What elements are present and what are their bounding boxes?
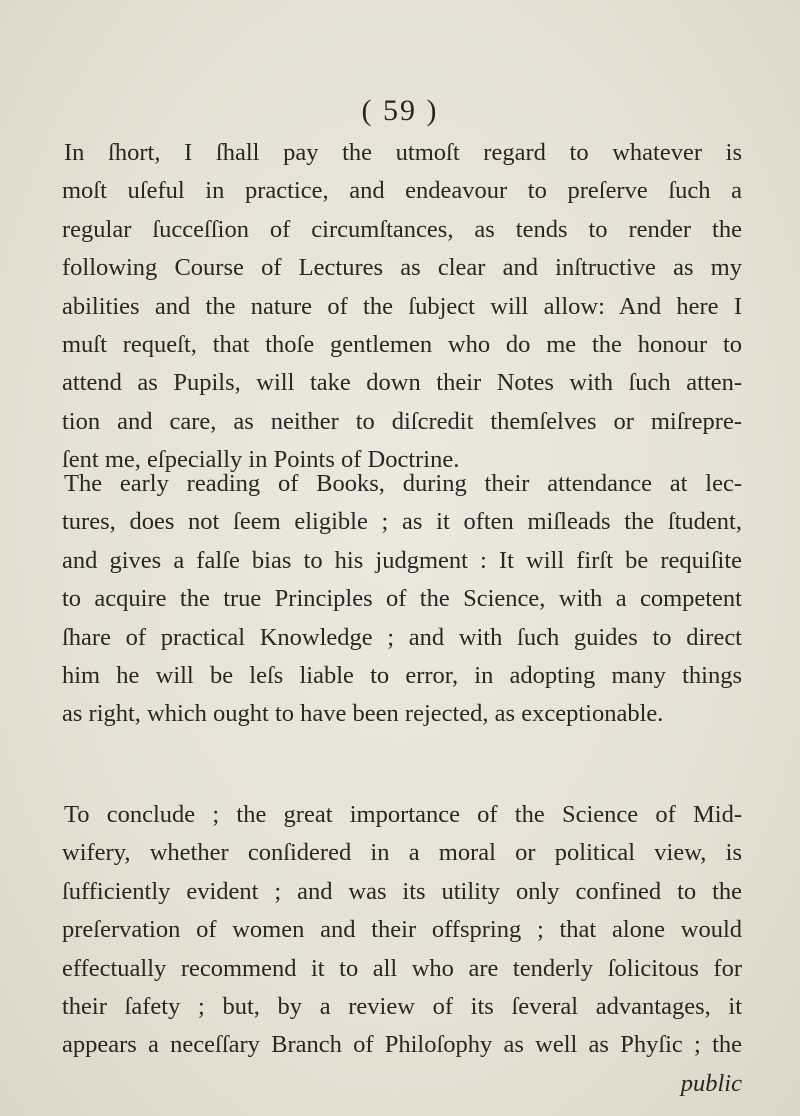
paragraph-reading-of-books [62,465,742,734]
text-line: tion and care, as neither to diſcredit themſelves or miſrepre- [62,407,742,435]
text-line: wifery, whether conſidered in a moral or political view, is [62,839,742,867]
text-line: preſervation of women and their offspring ; that alone would [62,916,742,944]
text-line: ſent me, eſpecially in Points of Doctrine. [62,446,460,474]
text-line: to acquire the true Principles of the Science, with a competent [62,585,742,613]
text-line: In ſhort, I ſhall pay the utmoſt regard to whatever is [64,139,742,166]
text-line: him he will be leſs liable to error, in adopting many things [62,662,742,690]
page-number: ( 59 ) [361,94,439,127]
text-line: appears a neceſſary Branch of Philoſophy as well as Phyſic ; the [62,1031,742,1059]
paragraph-course-of-lectures [62,134,742,480]
catchword: public [680,1069,742,1097]
text-line: as right, which ought to have been rejected, as exceptionable. [62,700,664,728]
text-line: following Course of Lectures as clear and inſtructive as my [62,254,742,282]
text-line: To conclude ; the great importance of the Science of Mid- [64,801,742,828]
text-line: ſufficiently evident ; and was its utility only confined to the [62,877,742,905]
text-line: and gives a falſe bias to his judgment : It will firſt be requiſite [62,546,742,574]
text-line: tures, does not ſeem eligible ; as it often miſleads the ſtudent, [62,508,742,536]
paragraph-conclusion [62,796,742,1103]
text-line: ſhare of practical Knowledge ; and with ſuch guides to direct [62,623,742,651]
text-line: The early reading of Books, during their attendance at lec- [64,470,742,497]
text-line: muſt requeſt, that thoſe gentlemen who do me the honour to [62,331,742,359]
text-line: their ſafety ; but, by a review of its ſeveral advantages, it [62,993,742,1021]
text-line: moſt uſeful in practice, and endeavour to preſerve ſuch a [62,177,742,205]
text-line: abilities and the nature of the ſubject will allow: And here I [62,292,742,320]
text-line: attend as Pupils, will take down their Notes with ſuch atten- [62,369,742,397]
text-line: effectually recommend it to all who are tenderly ſolicitous for [62,954,742,982]
text-line: regular ſucceſſion of circumſtances, as tends to render the [62,215,742,243]
